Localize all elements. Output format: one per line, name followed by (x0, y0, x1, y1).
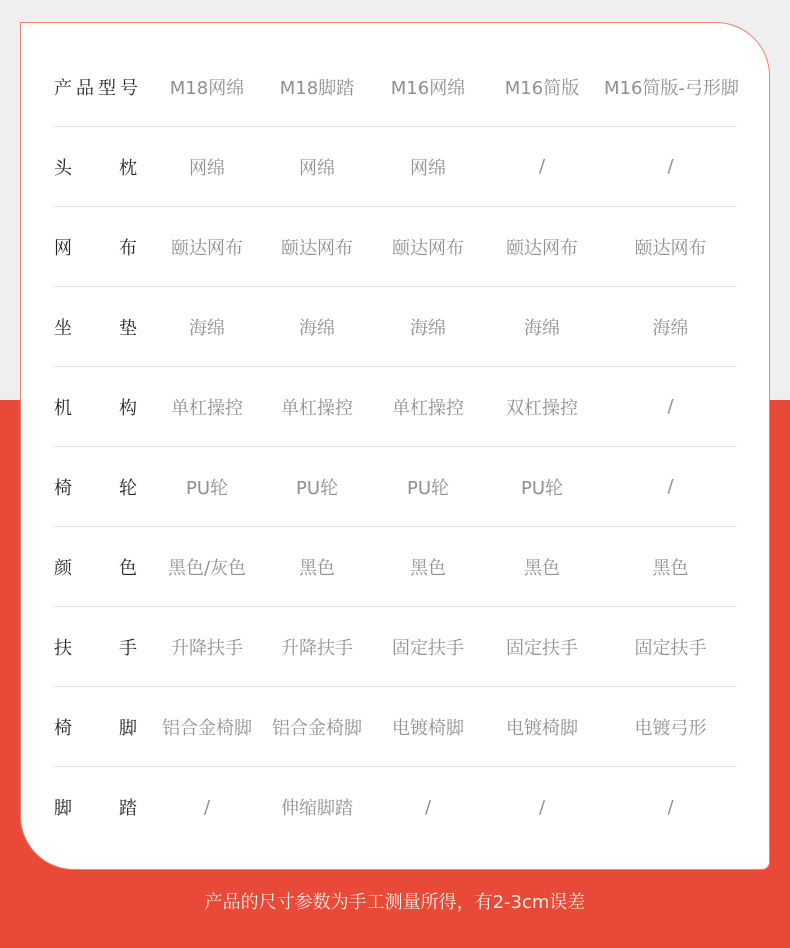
table-cell: 海绵 (524, 317, 560, 339)
row-label-char: 扶 (54, 637, 72, 659)
row-label-char: 色 (119, 557, 137, 579)
table-cell: / (538, 156, 546, 177)
measurement-disclaimer: 产品的尺寸参数为手工测量所得，有2-3cm误差 (204, 892, 586, 913)
table-cell: 单杠操控 (171, 397, 243, 419)
table-cell: 升降扶手 (281, 637, 353, 659)
table-cell: 黑色 (410, 557, 446, 579)
table-cell: 海绵 (299, 317, 335, 339)
table-row-chair-base (54, 687, 737, 767)
table-cell: / (203, 796, 211, 818)
table-cell: 颐达网布 (171, 237, 243, 259)
table-cell: 电镀弓形 (634, 717, 707, 739)
row-label-char: 布 (119, 237, 137, 259)
row-label-char: 机 (54, 397, 72, 419)
table-cell: 颐达网布 (506, 237, 578, 259)
table-row-seat-cushion (54, 287, 737, 367)
table-cell: 海绵 (652, 317, 689, 339)
table-row-casters (54, 447, 737, 527)
row-label (54, 287, 156, 366)
model-m18-mesh: M18网绵 (169, 77, 245, 99)
table-cell: PU轮 (185, 477, 229, 499)
table-cell: 颐达网布 (281, 237, 353, 259)
table-cell: 单杠操控 (392, 397, 464, 419)
table-cell: / (667, 396, 674, 417)
table-cell: 固定扶手 (392, 637, 464, 659)
row-label (54, 527, 156, 606)
table-cell: 固定扶手 (634, 637, 707, 659)
table-cell: 网绵 (299, 157, 335, 179)
spec-table (54, 47, 737, 847)
table-row-armrest (54, 607, 737, 687)
row-label-char: 脚 (54, 798, 72, 819)
table-cell: PU轮 (406, 477, 450, 499)
row-label (54, 607, 156, 686)
row-label (54, 207, 156, 286)
row-label (54, 127, 156, 206)
row-label-char: 轮 (119, 477, 137, 499)
table-row-footrest (54, 767, 737, 847)
table-cell: 海绵 (189, 317, 225, 339)
table-cell: 铝合金椅脚 (272, 717, 362, 739)
model-m16-basic-bow-leg: M16简版-弓形脚 (604, 77, 739, 99)
row-label-char: 椅 (54, 477, 72, 499)
row-label-char: 构 (119, 397, 137, 419)
row-label-char: 踏 (119, 798, 137, 819)
table-cell: / (424, 796, 432, 818)
table-cell: 黑色/灰色 (167, 557, 247, 579)
table-cell: 黑色 (524, 557, 560, 579)
table-cell: PU轮 (295, 477, 339, 499)
table-cell: 单杠操控 (281, 397, 353, 419)
table-row-headrest (54, 127, 737, 207)
row-label-char: 颜 (54, 557, 72, 579)
table-row-mesh (54, 207, 737, 287)
table-cell: 伸缩脚踏 (281, 798, 353, 819)
header-label: 产品型号 (54, 77, 142, 99)
table-cell: 双杠操控 (506, 397, 578, 419)
row-label-char: 脚 (119, 717, 137, 739)
spec-card (20, 22, 770, 870)
table-row-mechanism (54, 367, 737, 447)
table-cell: 网绵 (410, 157, 446, 179)
row-label-char: 坐 (54, 317, 72, 339)
table-cell: 电镀椅脚 (506, 717, 578, 739)
row-label (54, 447, 156, 526)
table-cell: 颐达网布 (634, 237, 707, 259)
row-label (54, 687, 156, 766)
table-cell: / (667, 796, 674, 818)
table-cell: 海绵 (410, 317, 446, 339)
table-cell: 电镀椅脚 (392, 717, 464, 739)
row-label-char: 垫 (119, 317, 137, 339)
table-cell: / (538, 796, 546, 818)
table-cell: 黑色 (652, 557, 689, 579)
row-label-char: 枕 (119, 157, 137, 179)
table-cell: 网绵 (189, 157, 225, 179)
table-cell: / (667, 156, 674, 177)
table-cell: 颐达网布 (392, 237, 464, 259)
row-label-char: 头 (54, 157, 72, 179)
table-row-color (54, 527, 737, 607)
table-cell: 黑色 (299, 557, 335, 579)
table-cell: / (667, 476, 674, 497)
row-label-char: 手 (119, 637, 137, 659)
model-m16-mesh: M16网绵 (390, 77, 466, 99)
table-cell: 固定扶手 (506, 637, 578, 659)
table-cell: 铝合金椅脚 (162, 717, 252, 739)
header-row (54, 47, 737, 127)
row-label (54, 767, 156, 847)
row-label-char: 网 (54, 237, 72, 259)
table-cell: 升降扶手 (171, 637, 243, 659)
row-label-char: 椅 (54, 717, 72, 739)
row-label (54, 367, 156, 446)
model-m18-footrest: M18脚踏 (279, 77, 355, 99)
table-cell: PU轮 (520, 477, 564, 499)
model-m16-basic: M16简版 (504, 77, 580, 99)
